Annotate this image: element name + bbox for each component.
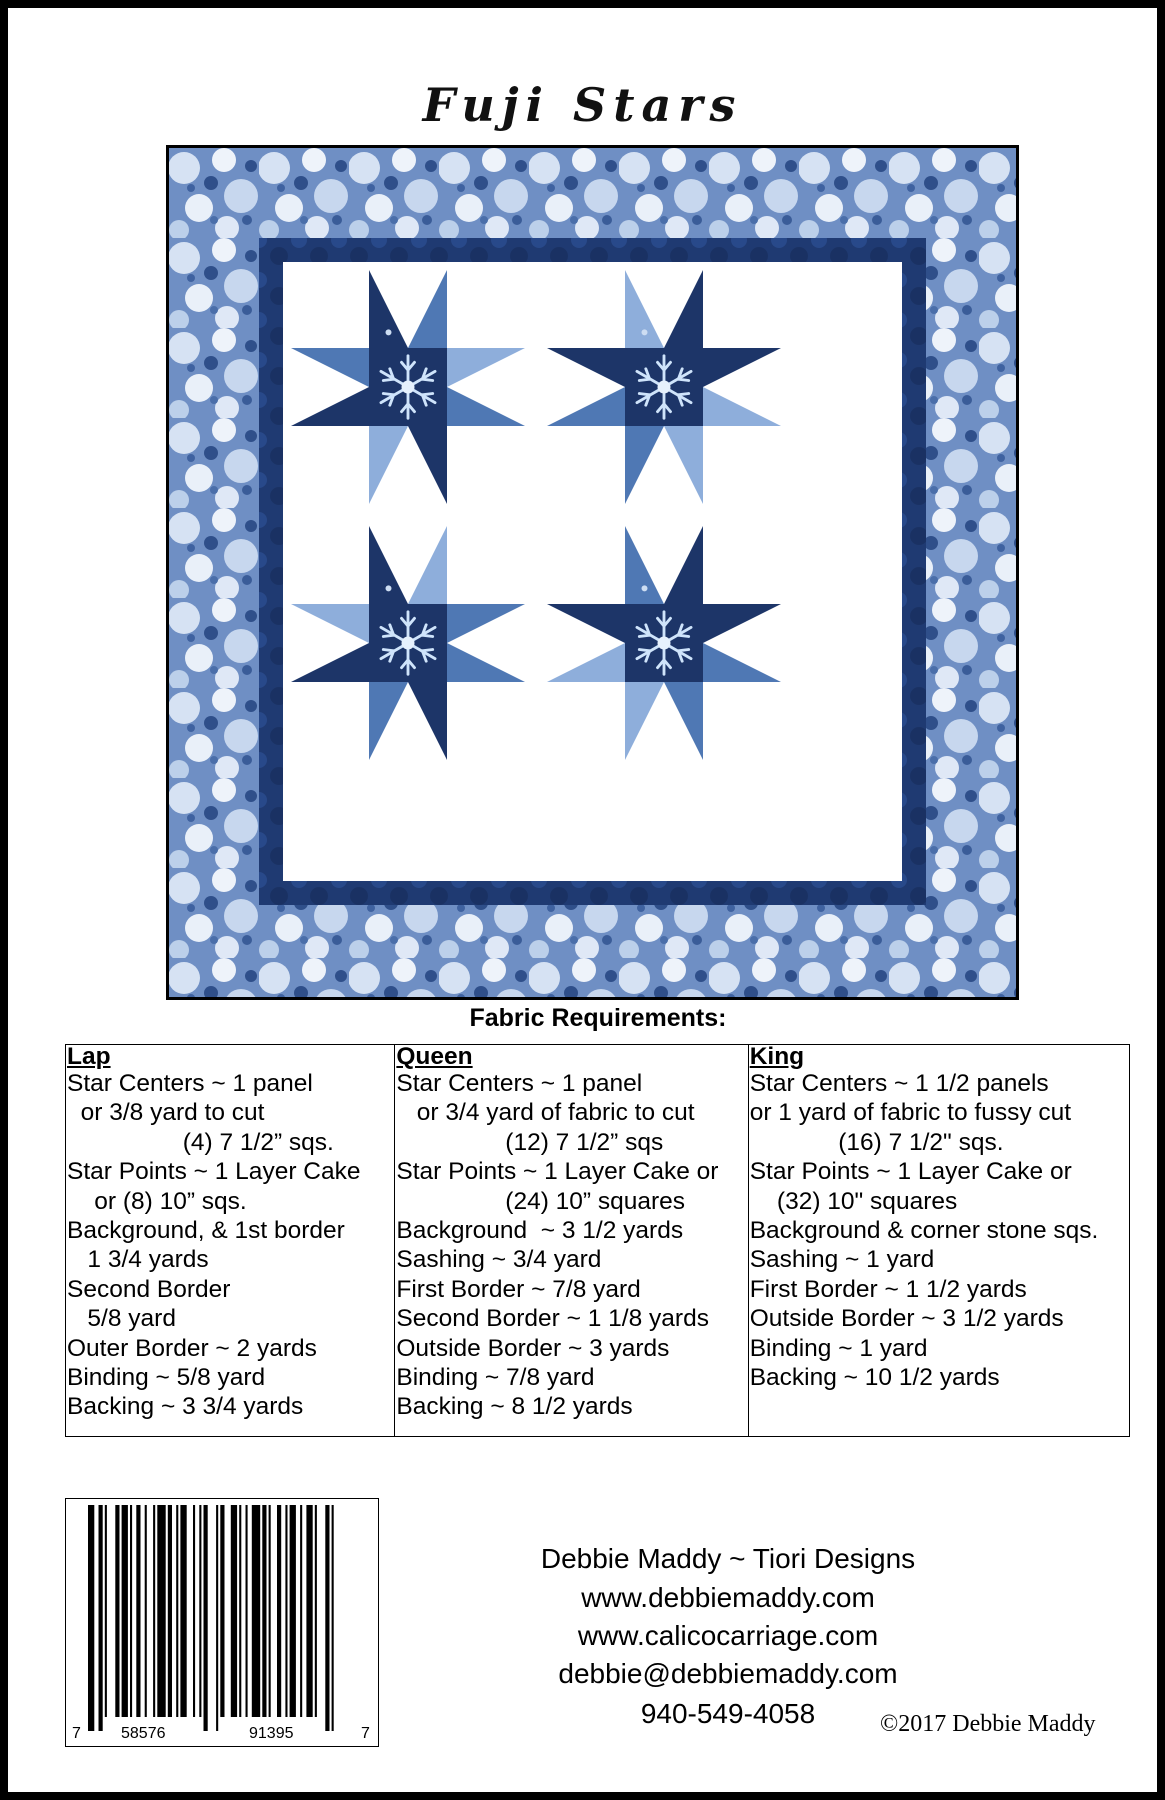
column-queen xyxy=(395,1045,748,1436)
requirement-line: Star Centers ~ 1 panel xyxy=(396,1070,643,1097)
website-link-2[interactable]: www.calicocarriage.com xyxy=(577,1620,879,1651)
website-link-1[interactable]: www.debbiemaddy.com xyxy=(581,1582,875,1613)
barcode-bar xyxy=(105,1505,107,1717)
requirement-line: Background ~ 3 1/2 yards xyxy=(396,1217,684,1244)
barcode-bar xyxy=(115,1505,119,1717)
requirement-line: (4) 7 1/2” sqs. xyxy=(67,1128,334,1156)
designer-name: Debbie Maddy ~ Tiori Designs xyxy=(540,1543,916,1574)
requirement-line: or (8) 10” sqs. xyxy=(67,1187,247,1215)
fabric-accent xyxy=(642,585,648,591)
column-heading: King xyxy=(749,1043,805,1070)
barcode-bar xyxy=(269,1505,271,1717)
requirement-line: 1 3/4 yards xyxy=(67,1246,209,1274)
barcode-graphic xyxy=(66,1499,377,1745)
requirement-line: (24) 10” squares xyxy=(396,1187,686,1215)
barcode-bar xyxy=(239,1505,241,1717)
quilt-image xyxy=(169,148,1016,997)
pattern-back-cover xyxy=(8,8,1157,1792)
barcode-group-1: 58576 xyxy=(121,1725,166,1742)
barcode-bar xyxy=(285,1505,287,1717)
requirement-line: Background, & 1st border xyxy=(67,1217,345,1244)
column-heading: Lap xyxy=(67,1043,111,1070)
requirement-line: First Border ~ 7/8 yard xyxy=(396,1275,641,1303)
barcode-bar xyxy=(180,1505,186,1717)
requirement-line: Outside Border ~ 3 1/2 yards xyxy=(749,1305,1064,1333)
barcode-bar xyxy=(216,1505,218,1731)
column-king xyxy=(749,1045,1129,1436)
barcode-bar xyxy=(88,1505,94,1731)
requirement-line: Sashing ~ 1 yard xyxy=(749,1246,935,1274)
barcode-bar xyxy=(325,1505,329,1731)
requirement-line: First Border ~ 1 1/2 yards xyxy=(749,1275,1027,1303)
column-heading: Queen xyxy=(396,1043,473,1070)
requirement-line: (16) 7 1/2" sqs. xyxy=(749,1128,1004,1156)
barcode-bar xyxy=(157,1505,165,1717)
requirement-line: Backing ~ 8 1/2 yards xyxy=(396,1393,633,1421)
requirement-line: Star Centers ~ 1 1/2 panels xyxy=(749,1070,1049,1097)
barcode-bar xyxy=(122,1505,128,1717)
barcode-group-2: 91395 xyxy=(249,1725,294,1742)
barcode-bar xyxy=(176,1505,178,1717)
requirement-line: Second Border xyxy=(67,1275,231,1303)
requirement-line: Backing ~ 10 1/2 yards xyxy=(749,1364,1000,1391)
requirement-line: or 3/4 yard of fabric to cut xyxy=(396,1099,695,1127)
requirement-line: Star Centers ~ 1 panel xyxy=(67,1070,313,1097)
barcode-bar xyxy=(145,1505,147,1717)
barcode-bar xyxy=(130,1505,132,1717)
requirement-line: Binding ~ 5/8 yard xyxy=(67,1364,266,1391)
fabric-requirements-table xyxy=(65,1044,1130,1437)
requirement-line: Star Points ~ 1 Layer Cake or xyxy=(396,1158,719,1186)
barcode-bar xyxy=(252,1505,260,1717)
requirement-line: Star Points ~ 1 Layer Cake or xyxy=(749,1158,1072,1186)
barcode-bar xyxy=(153,1505,155,1717)
barcode-digit-left: 7 xyxy=(72,1725,81,1742)
requirement-line: Sashing ~ 3/4 yard xyxy=(396,1246,602,1274)
barcode-bar xyxy=(136,1505,140,1717)
requirement-line: Backing ~ 3 3/4 yards xyxy=(67,1393,304,1421)
requirement-line: 5/8 yard xyxy=(67,1305,176,1333)
barcode-bar xyxy=(193,1505,195,1717)
barcode-bar xyxy=(231,1505,237,1717)
email-link[interactable]: debbie@debbiemaddy.com xyxy=(558,1658,898,1689)
barcode-bar xyxy=(99,1505,103,1731)
barcode-bar xyxy=(315,1505,317,1717)
phone-number: 940-549-4058 xyxy=(640,1698,816,1729)
fabric-accent xyxy=(642,329,648,335)
requirement-line: or 1 yard of fabric to fussy cut xyxy=(749,1099,1072,1127)
fabric-requirements-heading: Fabric Requirements: xyxy=(469,1004,727,1032)
barcode-bar xyxy=(262,1505,266,1717)
requirement-line: (32) 10" squares xyxy=(749,1187,958,1215)
barcode-bar xyxy=(168,1505,172,1717)
barcode-bar xyxy=(306,1505,312,1717)
barcode-bar xyxy=(277,1505,281,1717)
barcode-bar xyxy=(300,1505,302,1717)
copyright-notice: ©2017 Debbie Maddy xyxy=(880,1711,1096,1737)
barcode-bar xyxy=(290,1505,296,1717)
barcode-bar xyxy=(199,1505,201,1717)
requirement-line: Binding ~ 1 yard xyxy=(749,1334,928,1362)
column-lap xyxy=(66,1045,395,1436)
requirement-line: Star Points ~ 1 Layer Cake xyxy=(67,1158,361,1186)
requirement-line: Second Border ~ 1 1/8 yards xyxy=(396,1305,709,1333)
quilt-illustration xyxy=(166,145,1019,1000)
requirement-line: Background & corner stone sqs. xyxy=(749,1217,1099,1244)
barcode-digit-right: 7 xyxy=(361,1725,370,1742)
barcode xyxy=(65,1498,379,1747)
requirement-line: (12) 7 1/2” sqs xyxy=(396,1128,664,1156)
barcode-bar xyxy=(204,1505,208,1731)
barcode-bars xyxy=(88,1505,334,1731)
barcode-bar xyxy=(246,1505,248,1717)
pattern-title: Fuji Stars xyxy=(422,78,743,132)
fabric-accent xyxy=(386,329,392,335)
fabric-accent xyxy=(386,585,392,591)
requirement-line: Outer Border ~ 2 yards xyxy=(67,1334,317,1362)
requirement-line: Binding ~ 7/8 yard xyxy=(396,1364,595,1391)
barcode-bar xyxy=(220,1505,224,1717)
barcode-bar xyxy=(332,1505,334,1731)
requirement-line: Outside Border ~ 3 yards xyxy=(396,1334,670,1362)
requirement-line: or 3/8 yard to cut xyxy=(67,1099,265,1127)
